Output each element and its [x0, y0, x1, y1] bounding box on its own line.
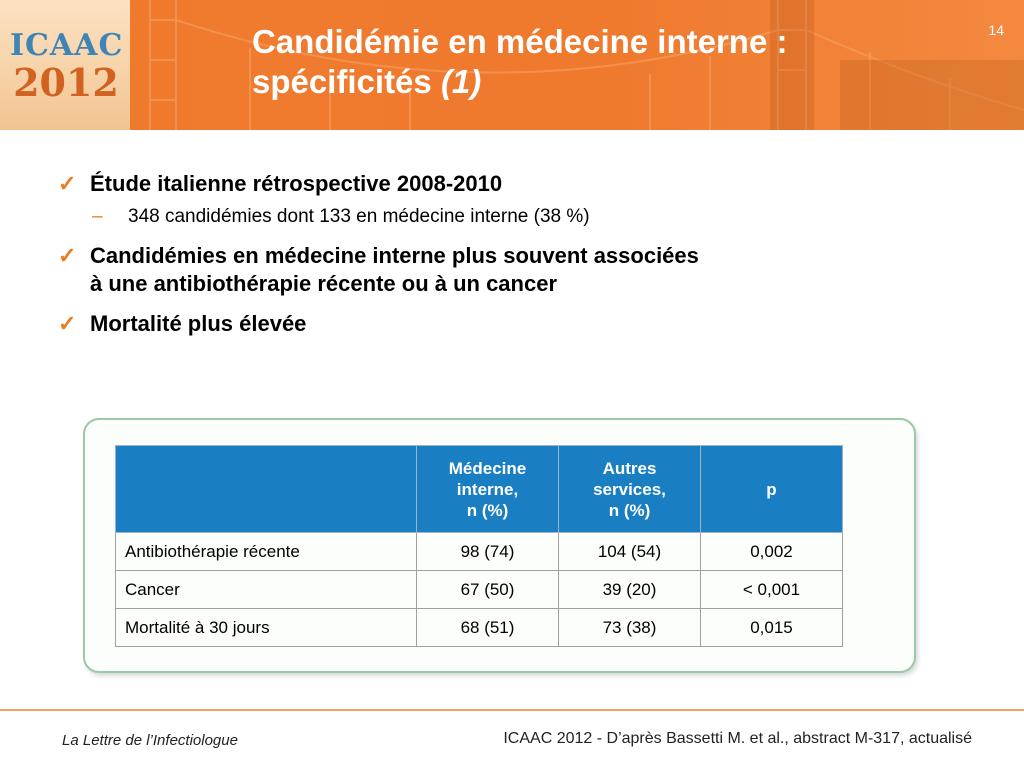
- bullet-text-line-1: Candidémies en médecine interne plus souvent associées: [90, 243, 699, 268]
- results-table: [115, 445, 843, 647]
- checkmark-icon: ✓: [58, 243, 77, 268]
- cell-medecine-interne: 98 (74): [417, 533, 559, 571]
- table-row: [116, 571, 843, 609]
- cell-autres-services: 39 (20): [559, 571, 701, 609]
- header-line: services,: [593, 479, 666, 499]
- header-cell-autres-services: [559, 446, 701, 533]
- header-cell-p: p: [701, 446, 843, 533]
- title-line-2-text: spécificités: [252, 63, 441, 100]
- header-line: interne,: [456, 479, 519, 499]
- title-line-1: Candidémie en médecine interne :: [252, 23, 788, 60]
- sub-bullet-item: [58, 204, 938, 230]
- dash-icon: –: [92, 206, 103, 227]
- title-part-number: (1): [440, 63, 482, 100]
- table-header-row: [116, 446, 843, 533]
- row-label: Antibiothérapie récente: [116, 533, 417, 571]
- logo-text-year: 2012: [13, 60, 119, 105]
- header-cell-medecine-interne: [417, 446, 559, 533]
- header-cell-empty: [116, 446, 417, 533]
- bullet-list: [58, 170, 938, 344]
- cell-medecine-interne: 67 (50): [417, 571, 559, 609]
- cell-autres-services: 104 (54): [559, 533, 701, 571]
- header-line: n (%): [466, 500, 509, 520]
- sub-bullet-text: 348 candidémies dont 133 en médecine interne (38 %): [128, 206, 590, 227]
- footer-divider: [0, 709, 1024, 711]
- bullet-text-line-2: à une antibiothérapie récente ou à un cancer: [90, 271, 558, 296]
- header-line: Autres: [602, 458, 657, 478]
- footer-source: ICAAC 2012 - D’après Bassetti M. et al., abstract M-317, actualisé: [503, 730, 972, 747]
- checkmark-icon: ✓: [58, 311, 77, 336]
- logo-text-icaac: ICAAC: [10, 28, 124, 63]
- title-line-2: [252, 62, 952, 102]
- bullet-text: Étude italienne rétrospective 2008-2010: [90, 171, 503, 196]
- header-line: n (%): [608, 500, 651, 520]
- table-row: [116, 609, 843, 647]
- cell-autres-services: 73 (38): [559, 609, 701, 647]
- bullet-text: Mortalité plus élevée: [90, 311, 307, 336]
- page-number: 14: [988, 22, 1004, 38]
- cell-p-value: 0,002: [701, 533, 843, 571]
- cell-p-value: 0,015: [701, 609, 843, 647]
- icaac-logo: [0, 0, 130, 130]
- bullet-item: [58, 242, 938, 298]
- footer-journal-name: La Lettre de l’Infectiologue: [62, 732, 238, 749]
- bullet-item: [58, 310, 938, 338]
- slide-header: [0, 0, 1024, 130]
- header-line: Médecine: [448, 458, 527, 478]
- row-label: Cancer: [116, 571, 417, 609]
- checkmark-icon: ✓: [58, 171, 77, 196]
- table-row: [116, 533, 843, 571]
- row-label: Mortalité à 30 jours: [116, 609, 417, 647]
- bullet-item: [58, 170, 938, 198]
- cell-p-value: < 0,001: [701, 571, 843, 609]
- slide-title: [252, 22, 952, 102]
- cell-medecine-interne: 68 (51): [417, 609, 559, 647]
